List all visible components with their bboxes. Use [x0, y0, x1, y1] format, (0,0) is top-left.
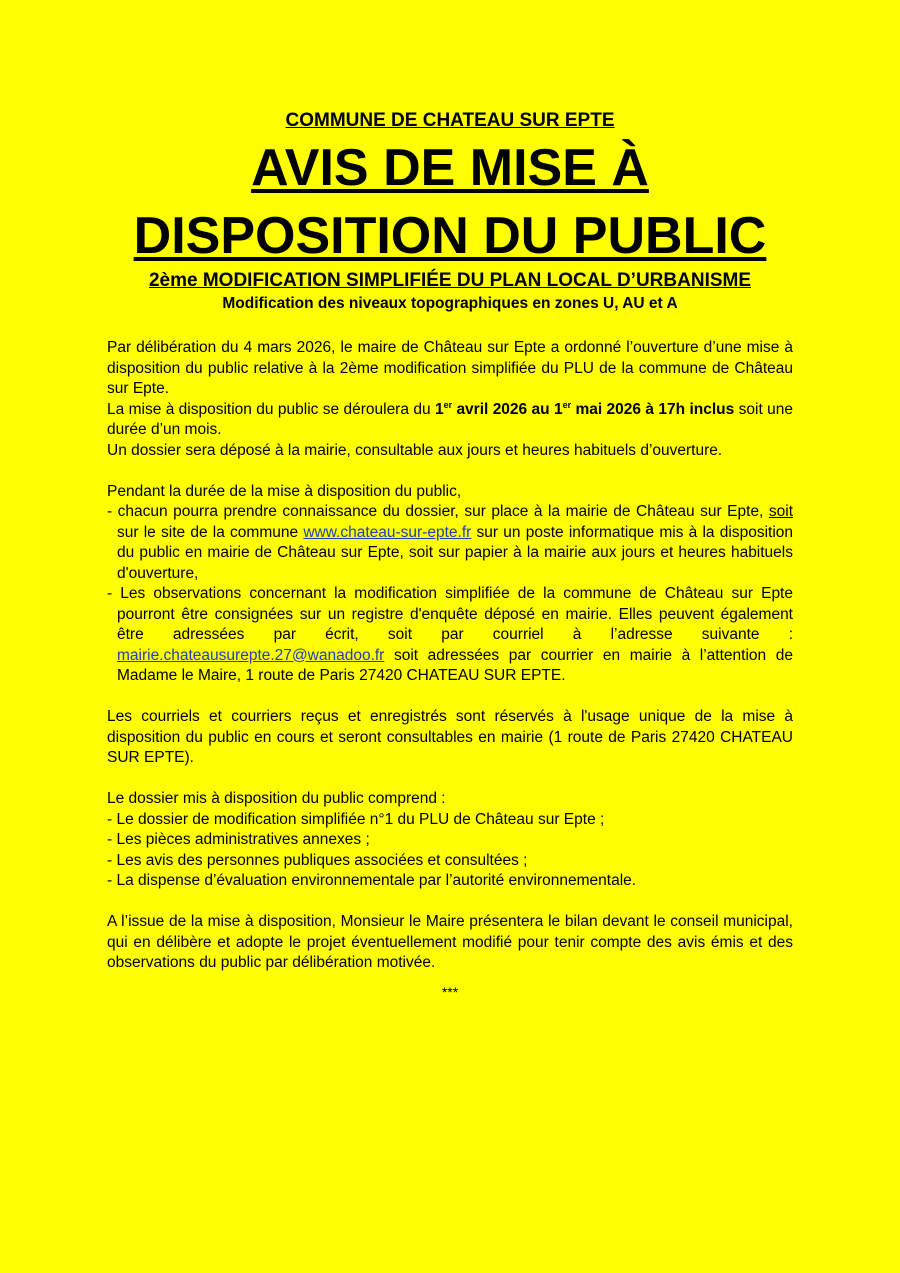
commune-website-link[interactable]: www.chateau-sur-epte.fr [303, 523, 472, 541]
date-range: 1er avril 2026 au 1er mai 2026 à 17h inclus [434, 399, 735, 418]
courriels-paragraph: Les courriels et courriers reçus et enregistrés sont réservés à l'usage unique de la mise à disposition du public en cours et seront consultables en mairie (1 route de Paris 27420 CHATEAU SUR EPTE). [107, 708, 793, 766]
end-stars: *** [441, 983, 459, 1000]
notice-page [107, 108, 793, 1002]
spacer [107, 769, 793, 790]
dossier-lead: Le dossier mis à disposition du public comprend : [107, 790, 446, 807]
spacer [107, 461, 793, 482]
dossier-item: - Le dossier de modification simplifiée n°1 du PLU de Château sur Epte ; [107, 810, 605, 828]
subtitle: 2ème MODIFICATION SIMPLIFIÉE DU PLAN LOCAL D’URBANISME [148, 270, 752, 291]
conclusion-paragraph: A l’issue de la mise à disposition, Monsieur le Maire présentera le bilan devant le conseil municipal, qui en délibère et adopte le projet éventuellement modifié pour tenir compte des avis émis et des observations du public par délibération motivée. [107, 913, 793, 971]
subtitle-detail: Modification des niveaux topographiques en zones U, AU et A [222, 295, 678, 312]
consultation-item-2: - Les observations concernant la modification simplifiée de la commune de Château sur Epte pourront être consignées sur un registre d'enquête déposé en mairie. Elles peuvent également être adressées par écrit, soit par courriel à l’adresse suivante : mairie.chateausurepte.27@wanadoo.fr soit adressées par courrier en mairie à l’attention de Madame le Maire, 1 route de Paris 27420 CHATEAU SUR EPTE. [107, 585, 793, 684]
intro-paragraph-3: Un dossier sera déposé à la mairie, consultable aux jours et heures habituels d’ouverture. [107, 441, 723, 459]
mairie-email-link[interactable]: mairie.chateausurepte.27@wanadoo.fr [117, 646, 385, 664]
dossier-item: - Les pièces administratives annexes ; [107, 831, 370, 848]
dossier-item: - Les avis des personnes publiques associées et consultées ; [107, 851, 528, 869]
intro-paragraph-1: Par délibération du 4 mars 2026, le maire de Château sur Epte a ordonné l’ouverture d’une mise à disposition du public relative à la 2ème modification simplifiée du PLU de la commune de Château sur Epte. [107, 339, 793, 397]
consultation-item-1: - chacun pourra prendre connaissance du dossier, sur place à la mairie de Château sur Epte, soit sur le site de la commune www.chateau-sur-epte.fr sur un poste informatique mis à la disposition du public en mairie de Château sur Epte, soit sur papier à la mairie aux jours et heures habituels d'ouverture, [107, 503, 793, 582]
main-title-line-2: DISPOSITION DU PUBLIC [133, 207, 767, 265]
spacer [107, 892, 793, 913]
consultation-lead: Pendant la durée de la mise à disposition du public, [107, 482, 462, 500]
spacer [107, 687, 793, 708]
intro-paragraph-2: La mise à disposition du public se déroulera du 1er avril 2026 au 1er mai 2026 à 17h inclus soit une durée d’un mois. [107, 399, 793, 438]
main-title-line-1: AVIS DE MISE À [251, 139, 649, 197]
commune-heading: COMMUNE DE CHATEAU SUR EPTE [285, 110, 615, 131]
dossier-item: - La dispense d’évaluation environnementale par l’autorité environnementale. [107, 872, 637, 889]
